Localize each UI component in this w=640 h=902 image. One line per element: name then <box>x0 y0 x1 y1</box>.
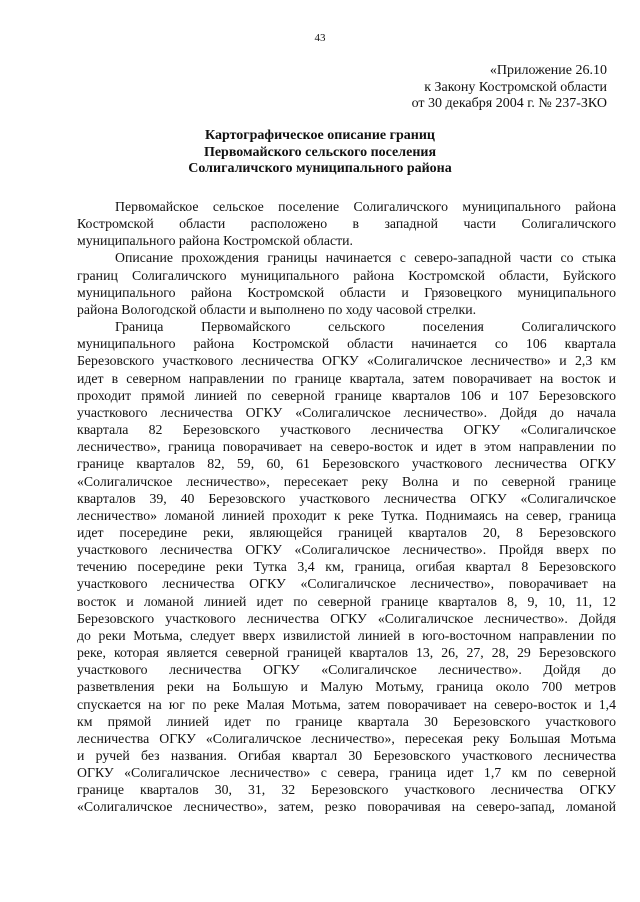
appendix-header <box>412 63 607 113</box>
title-line: Первомайского сельского поселения <box>203 144 437 160</box>
paragraph-line: ОГКУ «Солигаличское лесничество» с севера, граница идет 1,7 км по северной <box>77 765 616 781</box>
paragraph-line: течению посередине реки Тутка 3,4 км, граница, огибая квартал 8 Березовского <box>77 559 616 575</box>
paragraph-line: до реки Мотьма, следует вверх извилистой линией в юго-восточном направлении по <box>77 627 616 643</box>
appendix-line: от 30 декабря 2004 г. № 237-ЗКО <box>411 96 607 111</box>
paragraph-line: границе кварталов 30, 31, 32 Березовского участкового лесничества ОГКУ <box>77 782 616 798</box>
document-title <box>60 128 580 178</box>
paragraph-line: спускается на юг по реке Малая Мотьма, затем поворачивает на северо-восток и 1,4 <box>77 696 616 712</box>
paragraph-line: участкового лесничества ОГКУ «Солигаличское лесничество», поворачивает на <box>77 576 616 592</box>
paragraph-line: лесничества ОГКУ «Солигаличское лесничество», пересекая реку Большая Мотьма <box>77 730 616 746</box>
paragraph-line: квартала 82 Березовского участкового лесничества ОГКУ «Солигаличское <box>77 422 616 438</box>
paragraph-line: Граница Первомайского сельского поселения Солигаличского <box>115 319 616 335</box>
paragraph-line: идет посередине реки, являющейся границей кварталов 20, 8 Березовского <box>77 524 616 540</box>
title-line: Солигаличского муниципального района <box>188 161 452 176</box>
paragraph-line: муниципального района Костромской области. <box>77 233 353 249</box>
appendix-line: к Закону Костромской области <box>424 79 607 95</box>
paragraph <box>77 249 616 318</box>
paragraph-line: разветвления реки на Большую и Малую Мотьму, граница около 700 метров <box>77 679 616 695</box>
appendix-line: «Приложение 26.10 <box>489 63 607 78</box>
title-line: Картографическое описание границ <box>205 128 435 143</box>
paragraph-line: Костромской области расположено в западной части Солигаличского <box>77 216 616 232</box>
paragraph-line: восток и ломаной линией идет по северной границе кварталов 8, 9, 10, 11, 12 <box>77 593 616 609</box>
paragraph-line: проходит прямой линией по северной границе кварталов 106 и 107 Березовского <box>77 387 616 403</box>
paragraph-line: участкового лесничества ОГКУ «Солигаличское лесничество». Дойдя до начала <box>77 404 616 420</box>
paragraph-line: участкового лесничества ОГКУ «Солигаличское лесничество». Пройдя вверх по <box>77 542 616 558</box>
page-number: 43 <box>314 32 326 44</box>
paragraph-line: реке, которая является северной границей кварталов 13, 26, 27, 28, 29 Березовского <box>77 645 616 661</box>
paragraph-line: Березовского участкового лесничества ОГКУ «Солигаличское лесничество». Дойдя <box>77 610 616 626</box>
paragraph-line: Описание прохождения границы начинается с северо-западной части со стыка <box>115 250 616 266</box>
paragraph-line: «Солигаличское лесничество», затем, резко поворачивая на северо-запад, ломаной <box>77 799 616 815</box>
paragraph-line: и ручей без названия. Огибая квартал 30 Березовского участкового лесничества <box>77 748 616 763</box>
paragraph-line: границ Солигаличского муниципального района Костромской области, Буйского <box>77 267 616 283</box>
paragraph-line: кварталов 39, 40 Березовского участкового лесничества ОГКУ «Солигаличское <box>77 490 616 506</box>
paragraph-line: муниципального района Костромской области начинается со 106 квартала <box>77 336 616 352</box>
paragraph <box>77 318 616 816</box>
paragraph-line: лесничество», граница поворачивает на северо-восток и идет в этом направлении по <box>77 439 616 455</box>
paragraph-line: идет в северном направлении по границе квартала, затем поворачивает на восток и <box>77 370 616 386</box>
paragraph-line: Березовского участкового лесничества ОГКУ «Солигаличское лесничество» и 2,3 км <box>77 353 616 369</box>
paragraph-line: Первомайское сельское поселение Солигаличского муниципального района <box>115 199 616 214</box>
paragraph-line: «Солигаличское лесничество», пересекает реку Волна и по северной границе <box>77 473 616 489</box>
paragraph-line: лесничество» ломаной линией проходит к реке Тутка. Поднимаясь на север, граница <box>77 507 616 523</box>
paragraph-line: района Вологодской области и выполнено по ходу часовой стрелки. <box>77 301 477 317</box>
paragraph-line: участкового лесничества ОГКУ «Солигаличское лесничество». Дойдя до <box>77 662 616 678</box>
paragraph-line: муниципального района Костромской области и Грязовецкого муниципального <box>77 284 616 300</box>
document-body <box>77 198 616 816</box>
paragraph-line: км прямой линией идет по границе квартала 30 Березовского участкового <box>77 713 616 729</box>
paragraph-line: границе кварталов 82, 59, 60, 61 Березовского участкового лесничества ОГКУ <box>77 456 616 472</box>
paragraph <box>77 198 616 249</box>
